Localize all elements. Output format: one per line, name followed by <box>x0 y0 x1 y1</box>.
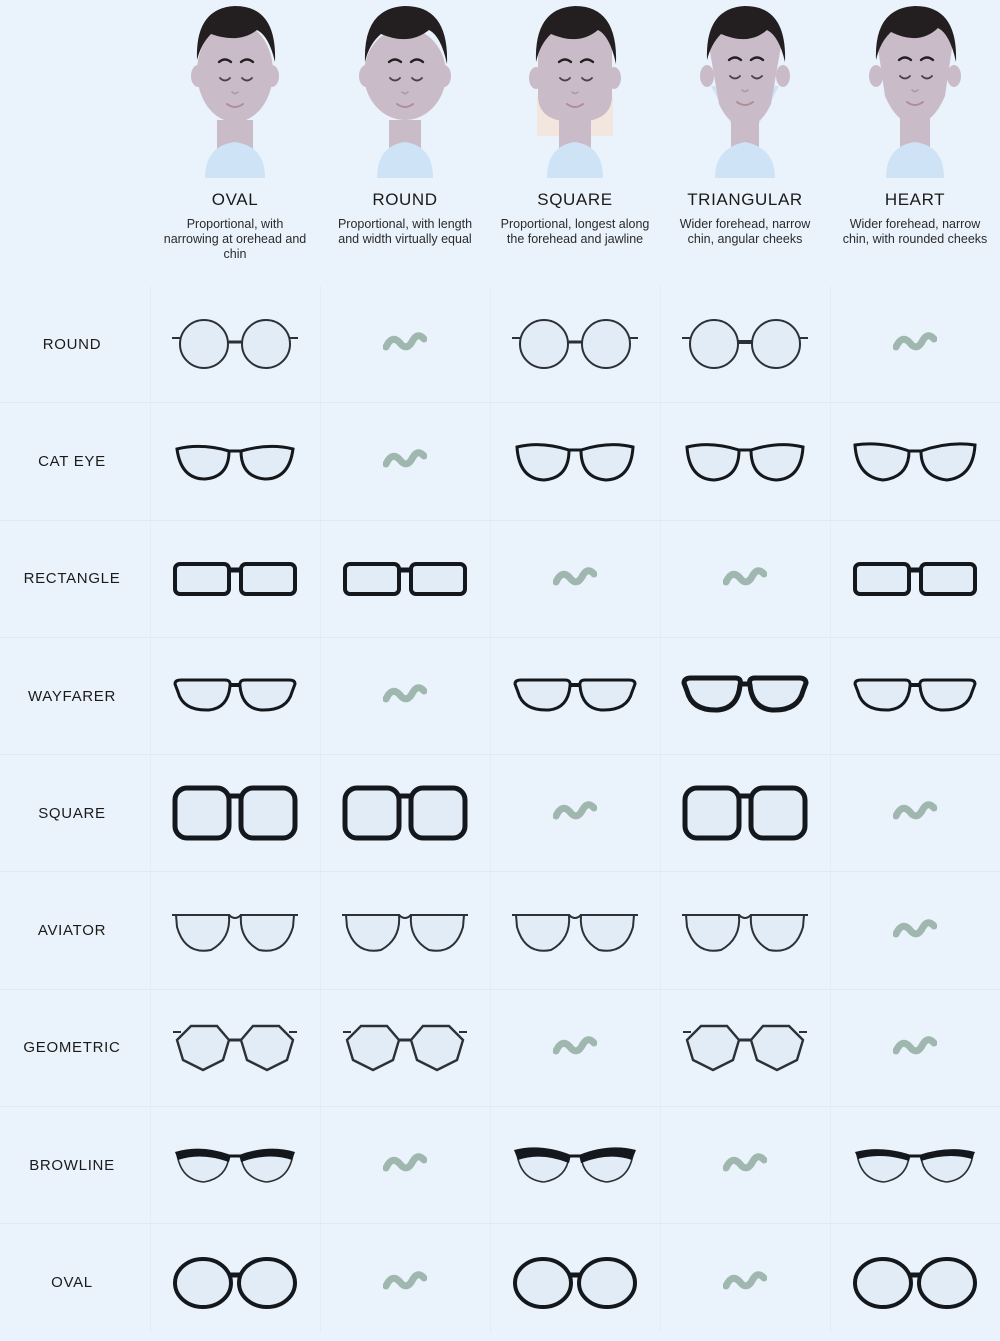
cell-oval-square <box>490 1225 660 1341</box>
cell-square-triangular <box>660 755 830 871</box>
cell-rectangle-round <box>320 521 490 637</box>
face-column-square <box>490 0 660 286</box>
cell-round-round <box>320 286 490 402</box>
frame-row-label: RECTANGLE <box>23 570 121 588</box>
cell-wayfarer-heart <box>830 638 1000 754</box>
table-row <box>0 1223 1000 1340</box>
cell-aviator-heart <box>830 873 1000 989</box>
frame-row-label: CAT EYE <box>38 452 106 470</box>
cell-wayfarer-square <box>490 638 660 754</box>
frame-row-label: OVAL <box>51 1274 93 1292</box>
frame-row-label: BROWLINE <box>29 1156 115 1174</box>
cell-browline-oval <box>150 1107 320 1223</box>
cell-square-square <box>490 755 660 871</box>
frame-row-label: SQUARE <box>38 804 106 822</box>
cell-round-triangular <box>660 286 830 402</box>
face-illustration-oval <box>165 0 305 178</box>
table-row <box>0 871 1000 988</box>
face-name-label: OVAL <box>211 190 259 209</box>
cell-oval-round <box>320 1225 490 1341</box>
cell-cateye-round <box>320 403 490 519</box>
table-row <box>0 1106 1000 1223</box>
cell-aviator-square <box>490 873 660 989</box>
face-column-triangular <box>660 0 830 286</box>
cell-geometric-triangular <box>660 990 830 1106</box>
cell-cateye-heart <box>830 403 1000 519</box>
face-description: Proportional, with length and width virtually equal <box>337 217 473 246</box>
cell-square-heart <box>830 755 1000 871</box>
face-header-row <box>0 0 1000 286</box>
face-name-label: ROUND <box>372 190 438 209</box>
cell-geometric-oval <box>150 990 320 1106</box>
face-illustration-square <box>505 0 645 178</box>
cell-rectangle-oval <box>150 521 320 637</box>
face-description: Proportional, with narrowing at orehead and chin <box>163 217 307 261</box>
face-column-round <box>320 0 490 286</box>
cell-browline-square <box>490 1107 660 1223</box>
table-row <box>0 402 1000 519</box>
cell-geometric-square <box>490 990 660 1106</box>
cell-square-round <box>320 755 490 871</box>
face-column-oval <box>150 0 320 286</box>
face-illustration-heart <box>845 0 985 178</box>
frame-rows <box>0 286 1000 1333</box>
frame-row-label: GEOMETRIC <box>23 1039 121 1057</box>
cell-geometric-round <box>320 990 490 1106</box>
cell-cateye-oval <box>150 403 320 519</box>
cell-oval-triangular <box>660 1225 830 1341</box>
face-name-label: SQUARE <box>537 190 613 209</box>
cell-cateye-triangular <box>660 403 830 519</box>
cell-round-oval <box>150 286 320 402</box>
cell-round-heart <box>830 286 1000 402</box>
face-description: Proportional, longest along the forehead and jawline <box>500 217 650 246</box>
cell-rectangle-heart <box>830 521 1000 637</box>
frame-row-label: WAYFARER <box>27 687 117 705</box>
table-row <box>0 637 1000 754</box>
cell-round-square <box>490 286 660 402</box>
header-corner-spacer <box>0 0 150 286</box>
frame-row-label: AVIATOR <box>37 922 107 940</box>
cell-browline-heart <box>830 1107 1000 1223</box>
cell-wayfarer-oval <box>150 638 320 754</box>
cell-wayfarer-triangular <box>660 638 830 754</box>
face-description: Wider forehead, narrow chin, with rounded cheeks <box>842 217 988 246</box>
face-name-label: HEART <box>884 190 946 209</box>
frame-row-label: ROUND <box>42 335 102 353</box>
table-row <box>0 989 1000 1106</box>
cell-oval-oval <box>150 1225 320 1341</box>
cell-cateye-square <box>490 403 660 519</box>
cell-browline-triangular <box>660 1107 830 1223</box>
cell-browline-round <box>320 1107 490 1223</box>
cell-geometric-heart <box>830 990 1000 1106</box>
face-description: Wider forehead, narrow chin, angular cheeks <box>679 217 811 246</box>
table-row <box>0 286 1000 402</box>
face-column-heart <box>830 0 1000 286</box>
cell-rectangle-triangular <box>660 521 830 637</box>
cell-wayfarer-round <box>320 638 490 754</box>
cell-oval-heart <box>830 1225 1000 1341</box>
cell-rectangle-square <box>490 521 660 637</box>
cell-aviator-triangular <box>660 873 830 989</box>
cell-aviator-round <box>320 873 490 989</box>
face-illustration-round <box>335 0 475 178</box>
face-illustration-triangular <box>675 0 815 178</box>
cell-aviator-oval <box>150 873 320 989</box>
face-name-label: TRIANGULAR <box>687 190 803 209</box>
table-row <box>0 754 1000 871</box>
cell-square-oval <box>150 755 320 871</box>
table-row <box>0 520 1000 637</box>
